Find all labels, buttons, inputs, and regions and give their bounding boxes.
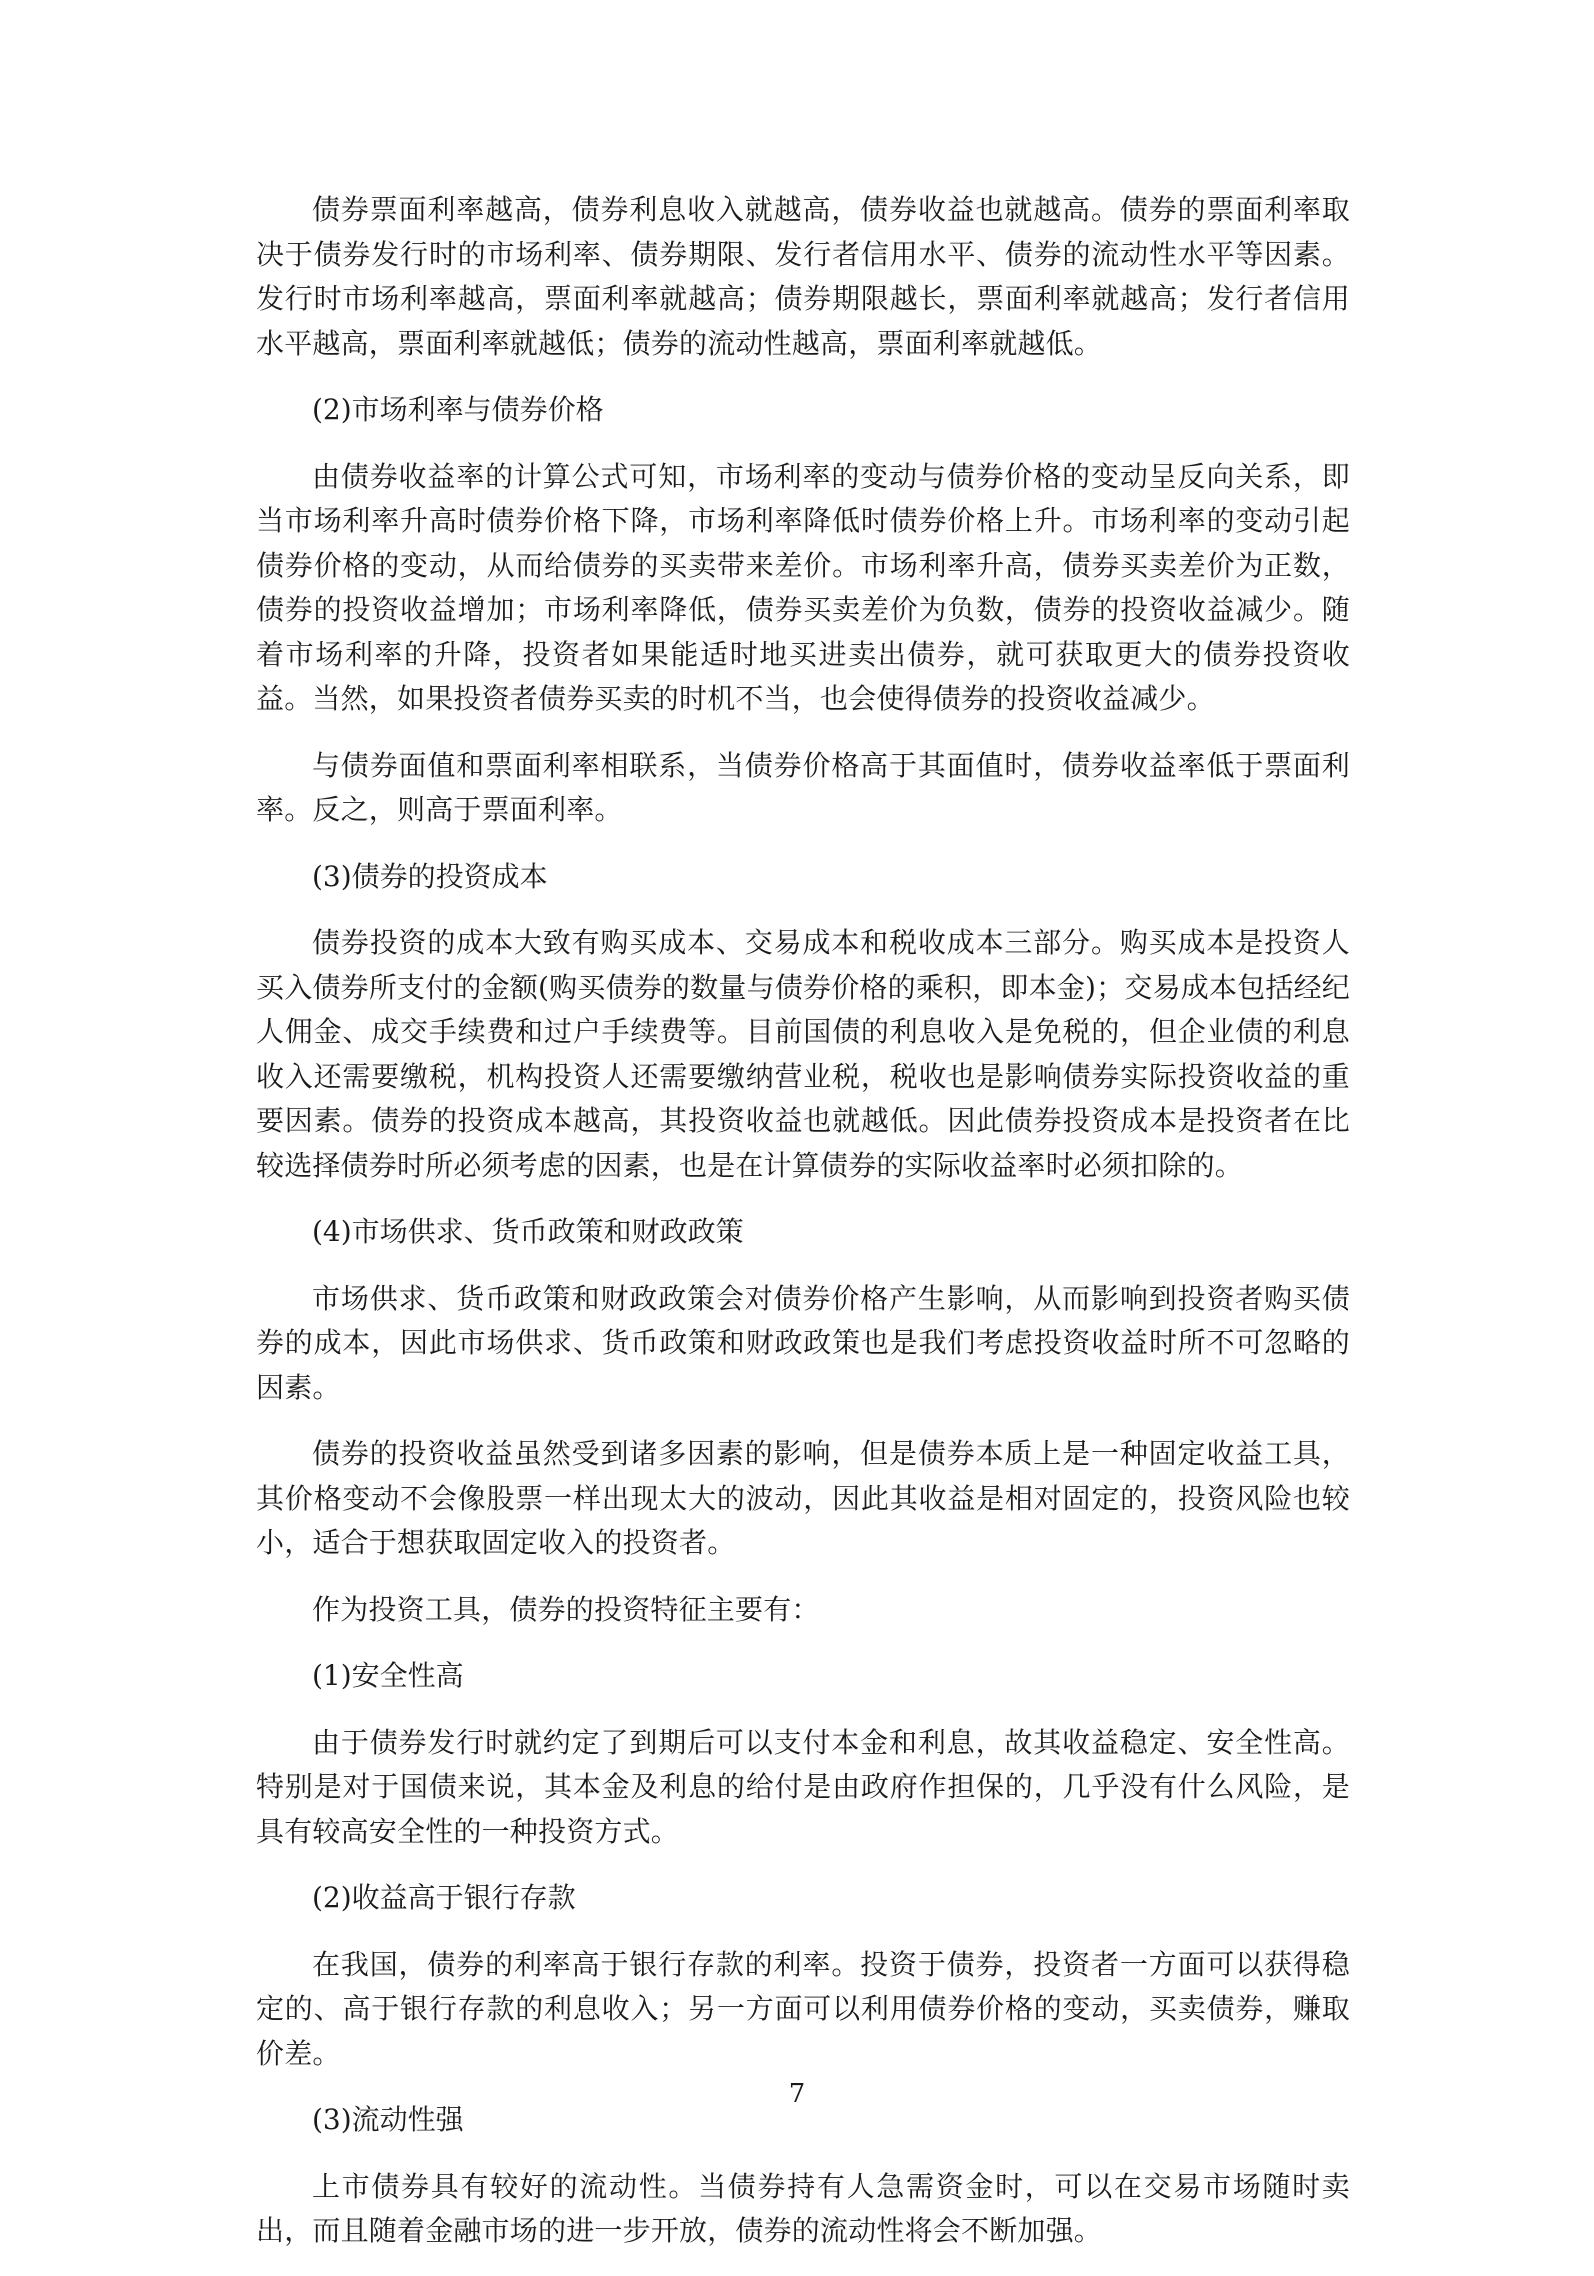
paragraph-coupon-rate: 债券票面利率越高，债券利息收入就越高，债券收益也就越高。债券的票面利率取决于债券发行时的市场利率、债券期限、发行者信用水平、债券的流动性水平等因素。发行时市场利率越高，票面利率就越高；债券期限越长，票面利率就越高；发行者信用水平越高，票面利率就越低；债券的流动性越高，票面利率就越低。	[256, 193, 1350, 360]
paragraph-features-intro: 作为投资工具，债券的投资特征主要有：	[312, 1592, 820, 1626]
paragraph-fixed-income: 债券的投资收益虽然受到诸多因素的影响，但是债券本质上是一种固定收益工具，其价格变动不会像股票一样出现太大的波动，因此其收益是相对固定的，投资风险也较小，适合于想获取固定收入的投资者。	[256, 1437, 1350, 1559]
heading-market-policy: (4)市场供求、货币政策和财政政策	[312, 1215, 744, 1248]
heading-higher-return: (2)收益高于银行存款	[312, 1881, 576, 1914]
paragraph-high-safety: 由于债券发行时就约定了到期后可以支付本金和利息，故其收益稳定、安全性高。特别是对于国债来说，其本金及利息的给付是由政府作担保的，几乎没有什么风险，是具有较高安全性的一种投资方式。	[256, 1725, 1350, 1848]
page-number: 7	[788, 2079, 806, 2109]
paragraph-market-policy: 市场供求、货币政策和财政政策会对债券价格产生影响，从而影响到投资者购买债券的成本，因此市场供求、货币政策和财政政策也是我们考虑投资收益时所不可忽略的因素。	[256, 1281, 1350, 1404]
heading-liquidity: (3)流动性强	[312, 2103, 464, 2136]
heading-high-safety: (1)安全性高	[312, 1659, 464, 1692]
paragraph-investment-cost: 债券投资的成本大致有购买成本、交易成本和税收成本三部分。购买成本是投资人买入债券所支付的金额(购买债券的数量与债券价格的乘积，即本金)；交易成本包括经纪人佣金、成交手续费和过户手续费等。目前国债的利息收入是免税的，但企业债的利息收入还需要缴税，机构投资人还需要缴纳营业税，税收也是影响债券实际投资收益的重要因素。债券的投资成本越高，其投资收益也就越低。因此债券投资成本是投资者在比较选择债券时所必须考虑的因素，也是在计算债券的实际收益率时必须扣除的。	[256, 926, 1350, 1182]
paragraph-higher-return: 在我国，债券的利率高于银行存款的利率。投资于债券，投资者一方面可以获得稳定的、高于银行存款的利息收入；另一方面可以利用债券价格的变动，买卖债券，赚取价差。	[256, 1947, 1350, 2070]
paragraph-liquidity: 上市债券具有较好的流动性。当债券持有人急需资金时，可以在交易市场随时卖出，而且随着金融市场的进一步开放，债券的流动性将会不断加强。	[256, 2169, 1350, 2247]
heading-market-rate-bond-price: (2)市场利率与债券价格	[312, 393, 604, 426]
heading-investment-cost: (3)债券的投资成本	[312, 859, 548, 893]
paragraph-face-value: 与债券面值和票面利率相联系，当债券价格高于其面值时，债券收益率低于票面利率。反之，则高于票面利率。	[256, 748, 1350, 826]
paragraph-market-rate: 由债券收益率的计算公式可知，市场利率的变动与债券价格的变动呈反向关系，即当市场利率升高时债券价格下降，市场利率降低时债券价格上升。市场利率的变动引起债券价格的变动，从而给债券的买卖带来差价。市场利率升高，债券买卖差价为正数，债券的投资收益增加；市场利率降低，债券买卖差价为负数，债券的投资收益减少。随着市场利率的升降，投资者如果能适时地买进卖出债券，就可获取更大的债券投资收益。当然，如果投资者债券买卖的时机不当，也会使得债券的投资收益减少。	[256, 459, 1350, 715]
page-body	[256, 188, 1350, 2276]
